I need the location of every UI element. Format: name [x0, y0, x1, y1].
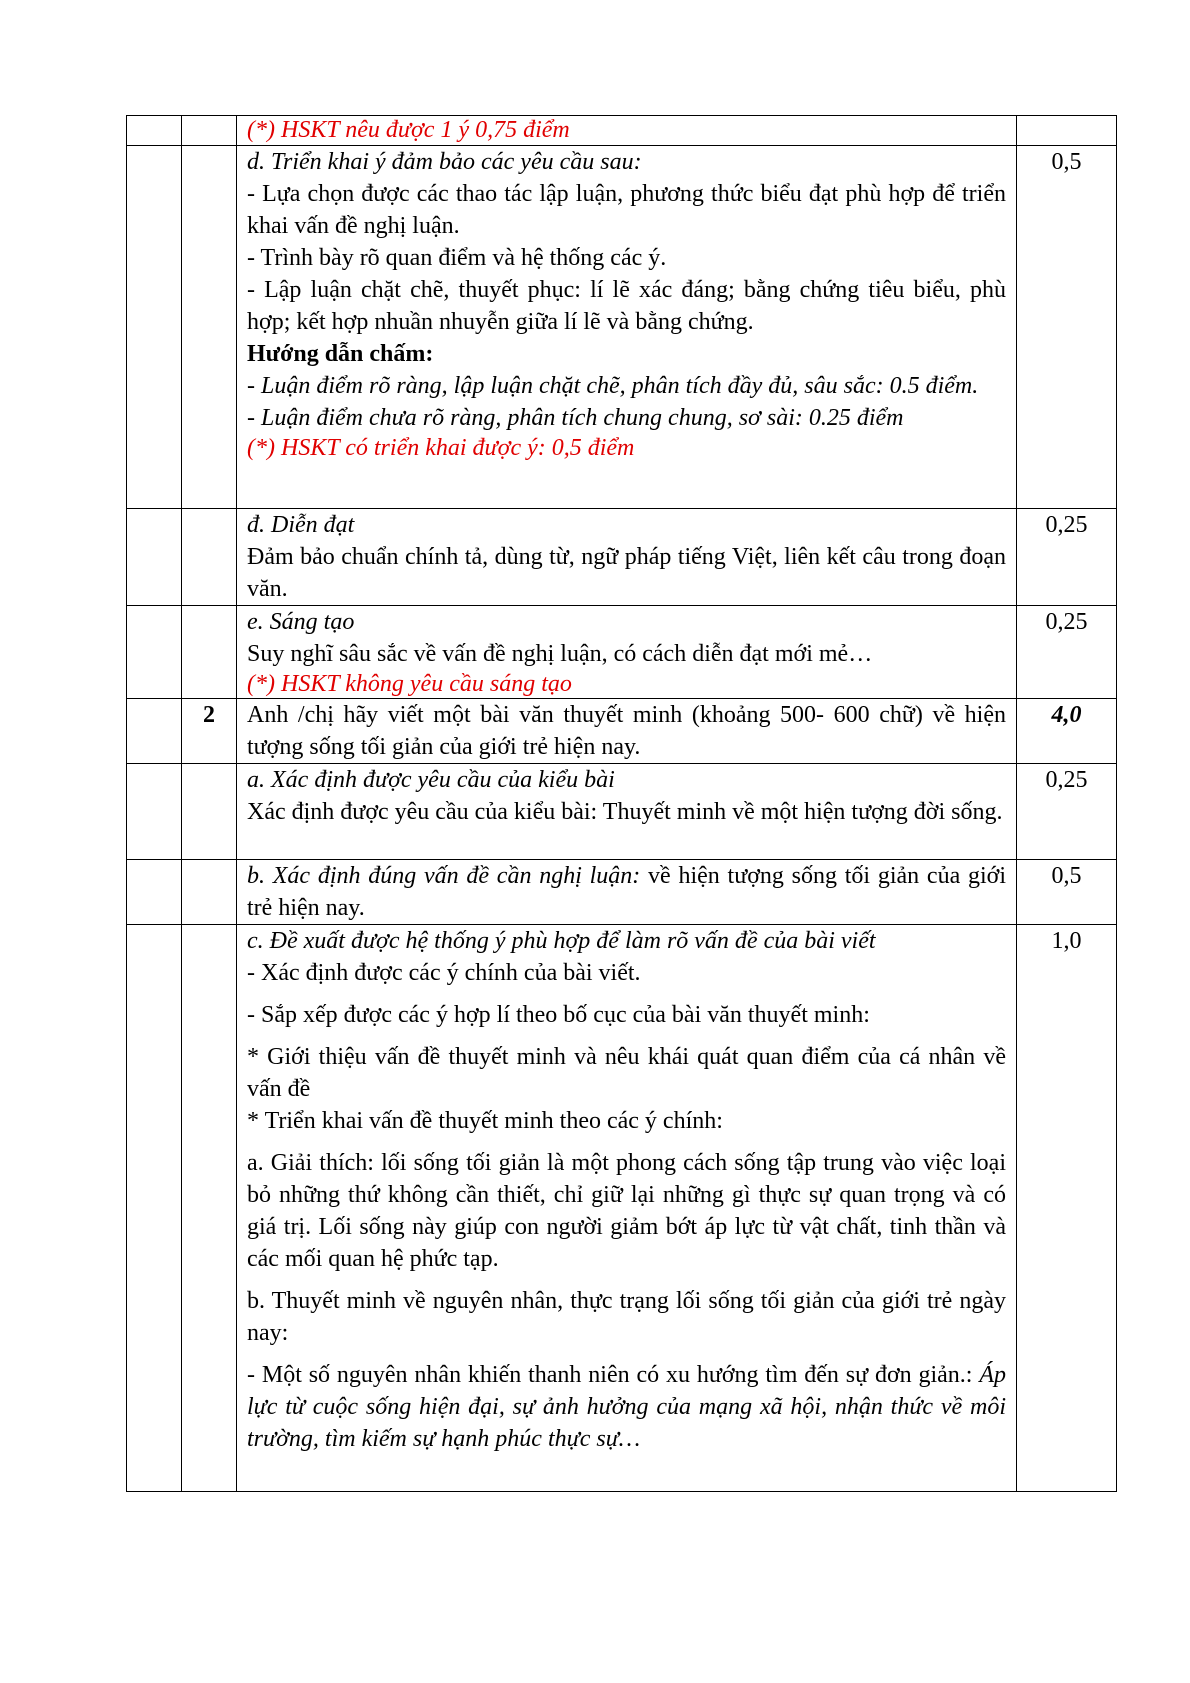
cell-section — [127, 764, 182, 860]
criterion-heading: d. Triển khai ý đảm bảo các yêu cầu sau: — [247, 149, 642, 175]
guide-item: - Luận điểm rõ ràng, lập luận chặt chẽ, phân tích đầy đủ, sâu sắc: 0.5 điểm. — [247, 373, 979, 399]
criterion-line — [247, 860, 1006, 924]
outline-item: a. Giải thích: lối sống tối giản là một phong cách sống tập trung vào việc loại bỏ những thứ không cần thiết, chỉ giữ lại những gì thực sự quan trọng và có giá trị. Lối sống này giúp con người giảm bớt áp lực từ vật chất, tinh thần và các mối quan hệ phức tạp. — [247, 1150, 1006, 1272]
cell-score: 0,5 — [1017, 146, 1117, 509]
cell-question — [182, 509, 237, 606]
table-row — [127, 509, 1117, 606]
cell-score: 0,5 — [1017, 860, 1117, 925]
criterion-body: về hiện tượng sống tối giản của giới trẻ hiện nay. — [247, 863, 1006, 921]
cell-score — [1017, 116, 1117, 146]
outline-item: - Xác định được các ý chính của bài viết. — [247, 960, 641, 986]
cell-content — [237, 146, 1017, 509]
table-row — [127, 116, 1117, 146]
criterion-heading: đ. Diễn đạt — [247, 512, 355, 538]
question-number: 2 — [182, 699, 237, 764]
cell-section — [127, 146, 182, 509]
guide-title: Hướng dẫn chấm: — [247, 341, 434, 367]
cell-section — [127, 116, 182, 146]
cell-question — [182, 146, 237, 509]
table-row — [127, 146, 1117, 509]
criterion-body: Đảm bảo chuẩn chính tả, dùng từ, ngữ pháp tiếng Việt, liên kết câu trong đoạn văn. — [247, 544, 1006, 602]
cell-content — [237, 606, 1017, 699]
outline-item: * Giới thiệu vấn đề thuyết minh và nêu khái quát quan điểm của cá nhân về vấn đề — [247, 1044, 1006, 1102]
cell-content — [237, 860, 1017, 925]
cell-content — [237, 116, 1017, 146]
cell-question — [182, 116, 237, 146]
criterion-body: Xác định được yêu cầu của kiểu bài: Thuyết minh về một hiện tượng đời sống. — [247, 799, 1003, 825]
cell-score: 0,25 — [1017, 764, 1117, 860]
cell-section — [127, 860, 182, 925]
cell-section — [127, 699, 182, 764]
cell-score: 0,25 — [1017, 509, 1117, 606]
cell-question — [182, 925, 237, 1492]
criterion-body: Suy nghĩ sâu sắc về vấn đề nghị luận, có cách diễn đạt mới mẻ… — [247, 641, 873, 667]
guide-item: - Luận điểm chưa rõ ràng, phân tích chung chung, sơ sài: 0.25 điểm — [247, 405, 904, 431]
cell-content — [237, 764, 1017, 860]
outline-item: b. Thuyết minh về nguyên nhân, thực trạng lối sống tối giản của giới trẻ ngày nay: — [247, 1288, 1006, 1346]
cell-score: 0,25 — [1017, 606, 1117, 699]
hskt-note: (*) HSKT nêu được 1 ý 0,75 điểm — [247, 117, 570, 143]
criterion-item: - Lựa chọn được các thao tác lập luận, phương thức biểu đạt phù hợp để triển khai vấn đề nghị luận. — [247, 181, 1006, 239]
hskt-note: (*) HSKT không yêu cầu sáng tạo — [247, 671, 572, 697]
table-row — [127, 606, 1117, 699]
table-row — [127, 699, 1117, 764]
table-row — [127, 925, 1117, 1492]
criterion-item: - Lập luận chặt chẽ, thuyết phục: lí lẽ xác đáng; bằng chứng tiêu biểu, phù hợp; kết hợp nhuần nhuyễn giữa lí lẽ và bằng chứng. — [247, 277, 1006, 335]
cell-content — [237, 699, 1017, 764]
cell-question — [182, 606, 237, 699]
cell-score: 1,0 — [1017, 925, 1117, 1492]
criterion-heading: b. Xác định đúng vấn đề cần nghị luận: — [247, 863, 641, 889]
grading-table — [126, 115, 1117, 1492]
cell-question — [182, 764, 237, 860]
criterion-heading: e. Sáng tạo — [247, 609, 355, 635]
table-row — [127, 860, 1117, 925]
outline-item — [247, 1359, 1006, 1455]
outline-detail: Áp lực từ cuộc sống hiện đại, sự ảnh hưởng của mạng xã hội, nhận thức về môi trường, tìm kiếm sự hạnh phúc thực sự… — [247, 1362, 1006, 1452]
table-row — [127, 764, 1117, 860]
cell-section — [127, 606, 182, 699]
criterion-heading: a. Xác định được yêu cầu của kiểu bài — [247, 767, 615, 793]
cell-content — [237, 925, 1017, 1492]
cell-question — [182, 860, 237, 925]
outline-item: * Triển khai vấn đề thuyết minh theo các ý chính: — [247, 1108, 723, 1134]
criterion-item: - Trình bày rõ quan điểm và hệ thống các ý. — [247, 245, 667, 271]
hskt-note: (*) HSKT có triển khai được ý: 0,5 điểm — [247, 435, 635, 461]
cell-section — [127, 925, 182, 1492]
criterion-heading: c. Đề xuất được hệ thống ý phù hợp để làm rõ vấn đề của bài viết — [247, 928, 876, 954]
outline-lead: - Một số nguyên nhân khiến thanh niên có xu hướng tìm đến sự đơn giản.: — [247, 1362, 980, 1388]
outline-item: - Sắp xếp được các ý hợp lí theo bố cục của bài văn thuyết minh: — [247, 1002, 870, 1028]
cell-score: 4,0 — [1017, 699, 1117, 764]
cell-section — [127, 509, 182, 606]
cell-content — [237, 509, 1017, 606]
question-prompt: Anh /chị hãy viết một bài văn thuyết minh (khoảng 500- 600 chữ) về hiện tượng sống tối giản của giới trẻ hiện nay. — [247, 702, 1006, 760]
